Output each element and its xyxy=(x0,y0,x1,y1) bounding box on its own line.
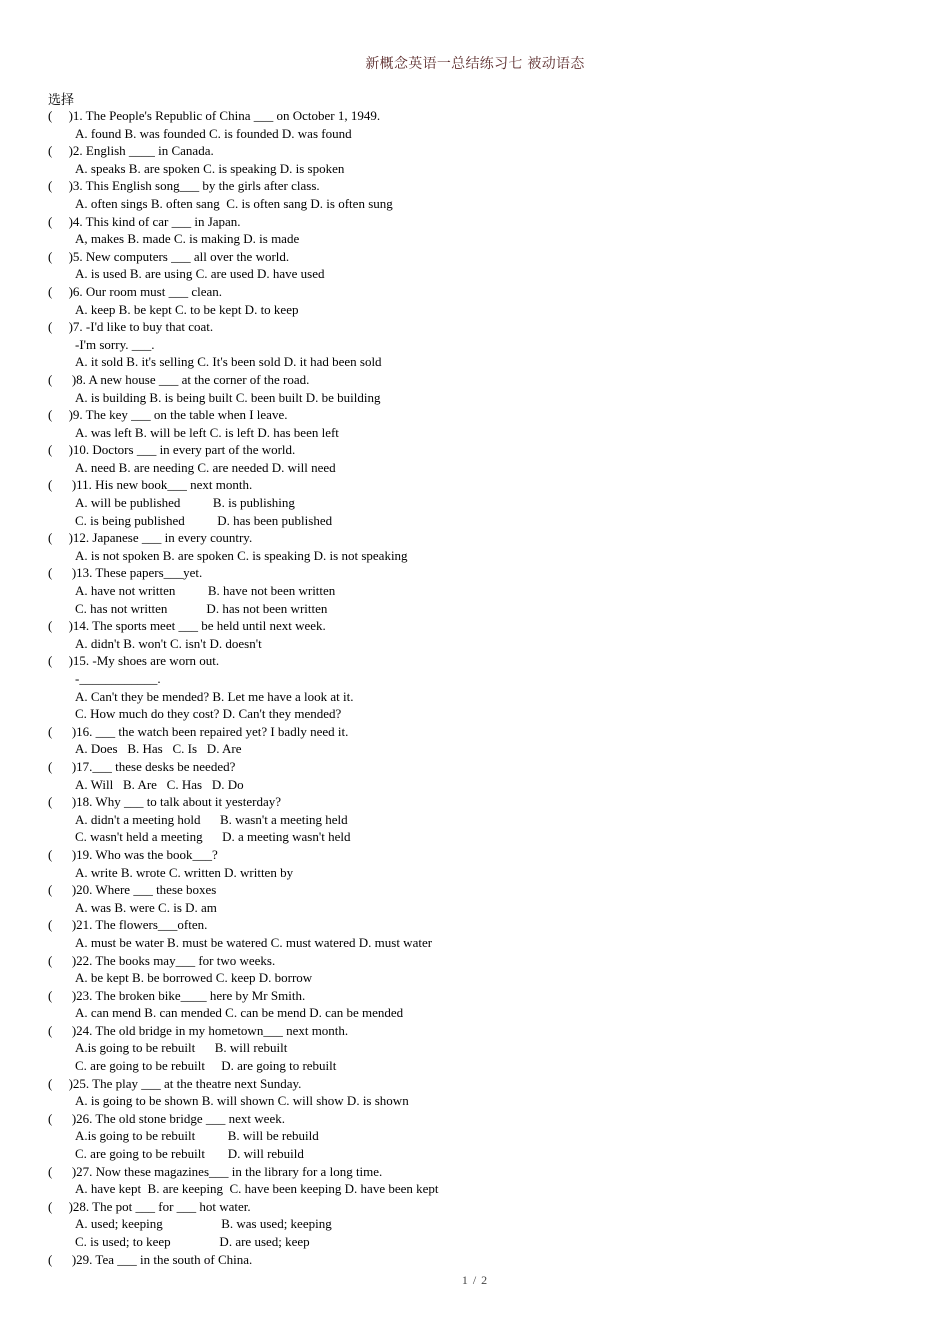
question-line: ( )11. His new book___ next month. xyxy=(48,477,253,493)
answer-options-line: A. is not spoken B. are spoken C. is speaking D. is not speaking xyxy=(75,547,408,563)
answer-options-line: A. speaks B. are spoken C. is speaking D. is spoken xyxy=(75,160,345,176)
question-line: ( )9. The key ___ on the table when I leave. xyxy=(48,407,288,423)
question-line: ( )4. This kind of car ___ in Japan. xyxy=(48,213,241,229)
question-line: ( )8. A new house ___ at the corner of the road. xyxy=(48,371,310,387)
page-title: 新概念英语一总结练习七 被动语态 xyxy=(365,56,585,72)
question-line: ( )13. These papers___yet. xyxy=(48,565,203,581)
answer-options-line: A. Can't they be mended? B. Let me have a look at it. xyxy=(75,688,354,704)
page-number: 1 / 2 xyxy=(461,1273,489,1287)
answer-options-line: A, makes B. made C. is making D. is made xyxy=(75,231,300,247)
answer-options-line: A. was left B. will be left C. is left D. has been left xyxy=(75,424,339,440)
question-list xyxy=(48,107,918,1268)
answer-options-line: A. found B. was founded C. is founded D. was found xyxy=(75,125,352,141)
question-line: ( )24. The old bridge in my hometown___ next month. xyxy=(48,1022,349,1038)
answer-options-line: C. is being published D. has been published xyxy=(75,512,333,528)
question-line: ( )5. New computers ___ all over the world. xyxy=(48,248,290,264)
answer-options-line: A. Does B. Has C. Is D. Are xyxy=(75,741,242,757)
answer-options-line: A. was B. were C. is D. am xyxy=(75,899,217,915)
question-line: ( )19. Who was the book___? xyxy=(48,846,218,862)
answer-options-line: -____________. xyxy=(75,671,161,686)
answer-options-line: A. is used B. are using C. are used D. have used xyxy=(75,266,325,282)
answer-options-line: C. is used; to keep D. are used; keep xyxy=(75,1234,310,1249)
question-line: ( )15. -My shoes are worn out. xyxy=(48,653,220,669)
answer-options-line: A. used; keeping B. was used; keeping xyxy=(75,1216,332,1232)
question-line: ( )3. This English song___ by the girls after class. xyxy=(48,178,320,194)
answer-options-line: A. is going to be shown B. will shown C. will show D. is shown xyxy=(75,1093,409,1109)
section-label: 选择 xyxy=(48,93,75,108)
question-line: ( )7. -I'd like to buy that coat. xyxy=(48,319,214,335)
question-line: ( )26. The old stone bridge ___ next week. xyxy=(48,1110,285,1126)
answer-options-line: A. must be water B. must be watered C. must watered D. must water xyxy=(75,934,433,950)
answer-options-line: A. didn't B. won't C. isn't D. doesn't xyxy=(75,635,262,651)
question-line: ( )12. Japanese ___ in every country. xyxy=(48,530,253,546)
answer-options-line: C. are going to be rebuilt D. will rebuild xyxy=(75,1146,304,1162)
answer-options-line: A. keep B. be kept C. to be kept D. to keep xyxy=(75,301,299,317)
answer-options-line: A. have not written B. have not been written xyxy=(75,583,336,599)
answer-options-line: A. have kept B. are keeping C. have been keeping D. have been kept xyxy=(75,1181,439,1197)
question-line: ( )20. Where ___ these boxes xyxy=(48,882,217,898)
question-line: ( )18. Why ___ to talk about it yesterday? xyxy=(48,794,281,810)
answer-options-line: A. write B. wrote C. written D. written by xyxy=(75,864,294,880)
answer-options-line: A. be kept B. be borrowed C. keep D. borrow xyxy=(75,970,313,986)
answer-options-line: A. didn't a meeting hold B. wasn't a meeting held xyxy=(75,811,348,827)
answer-options-line: C. How much do they cost? D. Can't they mended? xyxy=(75,706,342,722)
question-line: ( )10. Doctors ___ in every part of the world. xyxy=(48,442,296,458)
answer-options-line: A. is building B. is being built C. been built D. be building xyxy=(75,389,381,405)
question-line: ( )6. Our room must ___ clean. xyxy=(48,283,223,299)
answer-options-line: A. it sold B. it's selling C. It's been sold D. it had been sold xyxy=(75,354,382,370)
question-line: ( )23. The broken bike____ here by Mr Smith. xyxy=(48,987,306,1003)
question-line: ( )16. ___ the watch been repaired yet? I badly need it. xyxy=(48,723,349,739)
question-line: ( )2. English ____ in Canada. xyxy=(48,143,214,159)
question-line: ( )22. The books may___ for two weeks. xyxy=(48,952,276,968)
question-line: ( )27. Now these magazines___ in the library for a long time. xyxy=(48,1163,383,1179)
answer-options-line: C. are going to be rebuilt D. are going to rebuilt xyxy=(75,1058,337,1074)
question-line: ( )25. The play ___ at the theatre next Sunday. xyxy=(48,1075,302,1091)
question-line: ( )1. The People's Republic of China ___ on October 1, 1949. xyxy=(48,108,381,123)
answer-options-line: A.is going to be rebuilt B. will be rebuild xyxy=(75,1128,319,1144)
answer-options-line: A. often sings B. often sang C. is often sang D. is often sung xyxy=(75,195,393,211)
answer-options-line: A. need B. are needing C. are needed D. will need xyxy=(75,459,336,475)
question-line: ( )28. The pot ___ for ___ hot water. xyxy=(48,1198,251,1214)
answer-options-line: A. can mend B. can mended C. can be mend D. can be mended xyxy=(75,1005,404,1021)
answer-options-line: A. will be published B. is publishing xyxy=(75,495,295,511)
answer-options-line: C. wasn't held a meeting D. a meeting wasn't held xyxy=(75,829,351,845)
answer-options-line: A.is going to be rebuilt B. will rebuilt xyxy=(75,1040,288,1056)
question-line: ( )14. The sports meet ___ be held until next week. xyxy=(48,618,326,634)
question-line: ( )21. The flowers___often. xyxy=(48,917,208,933)
question-line: ( )29. Tea ___ in the south of China. xyxy=(48,1251,253,1267)
question-line: ( )17.___ these desks be needed? xyxy=(48,758,236,774)
answer-options-line: -I'm sorry. ___. xyxy=(75,336,155,352)
answer-options-line: A. Will B. Are C. Has D. Do xyxy=(75,776,244,792)
answer-options-line: C. has not written D. has not been written xyxy=(75,600,328,616)
